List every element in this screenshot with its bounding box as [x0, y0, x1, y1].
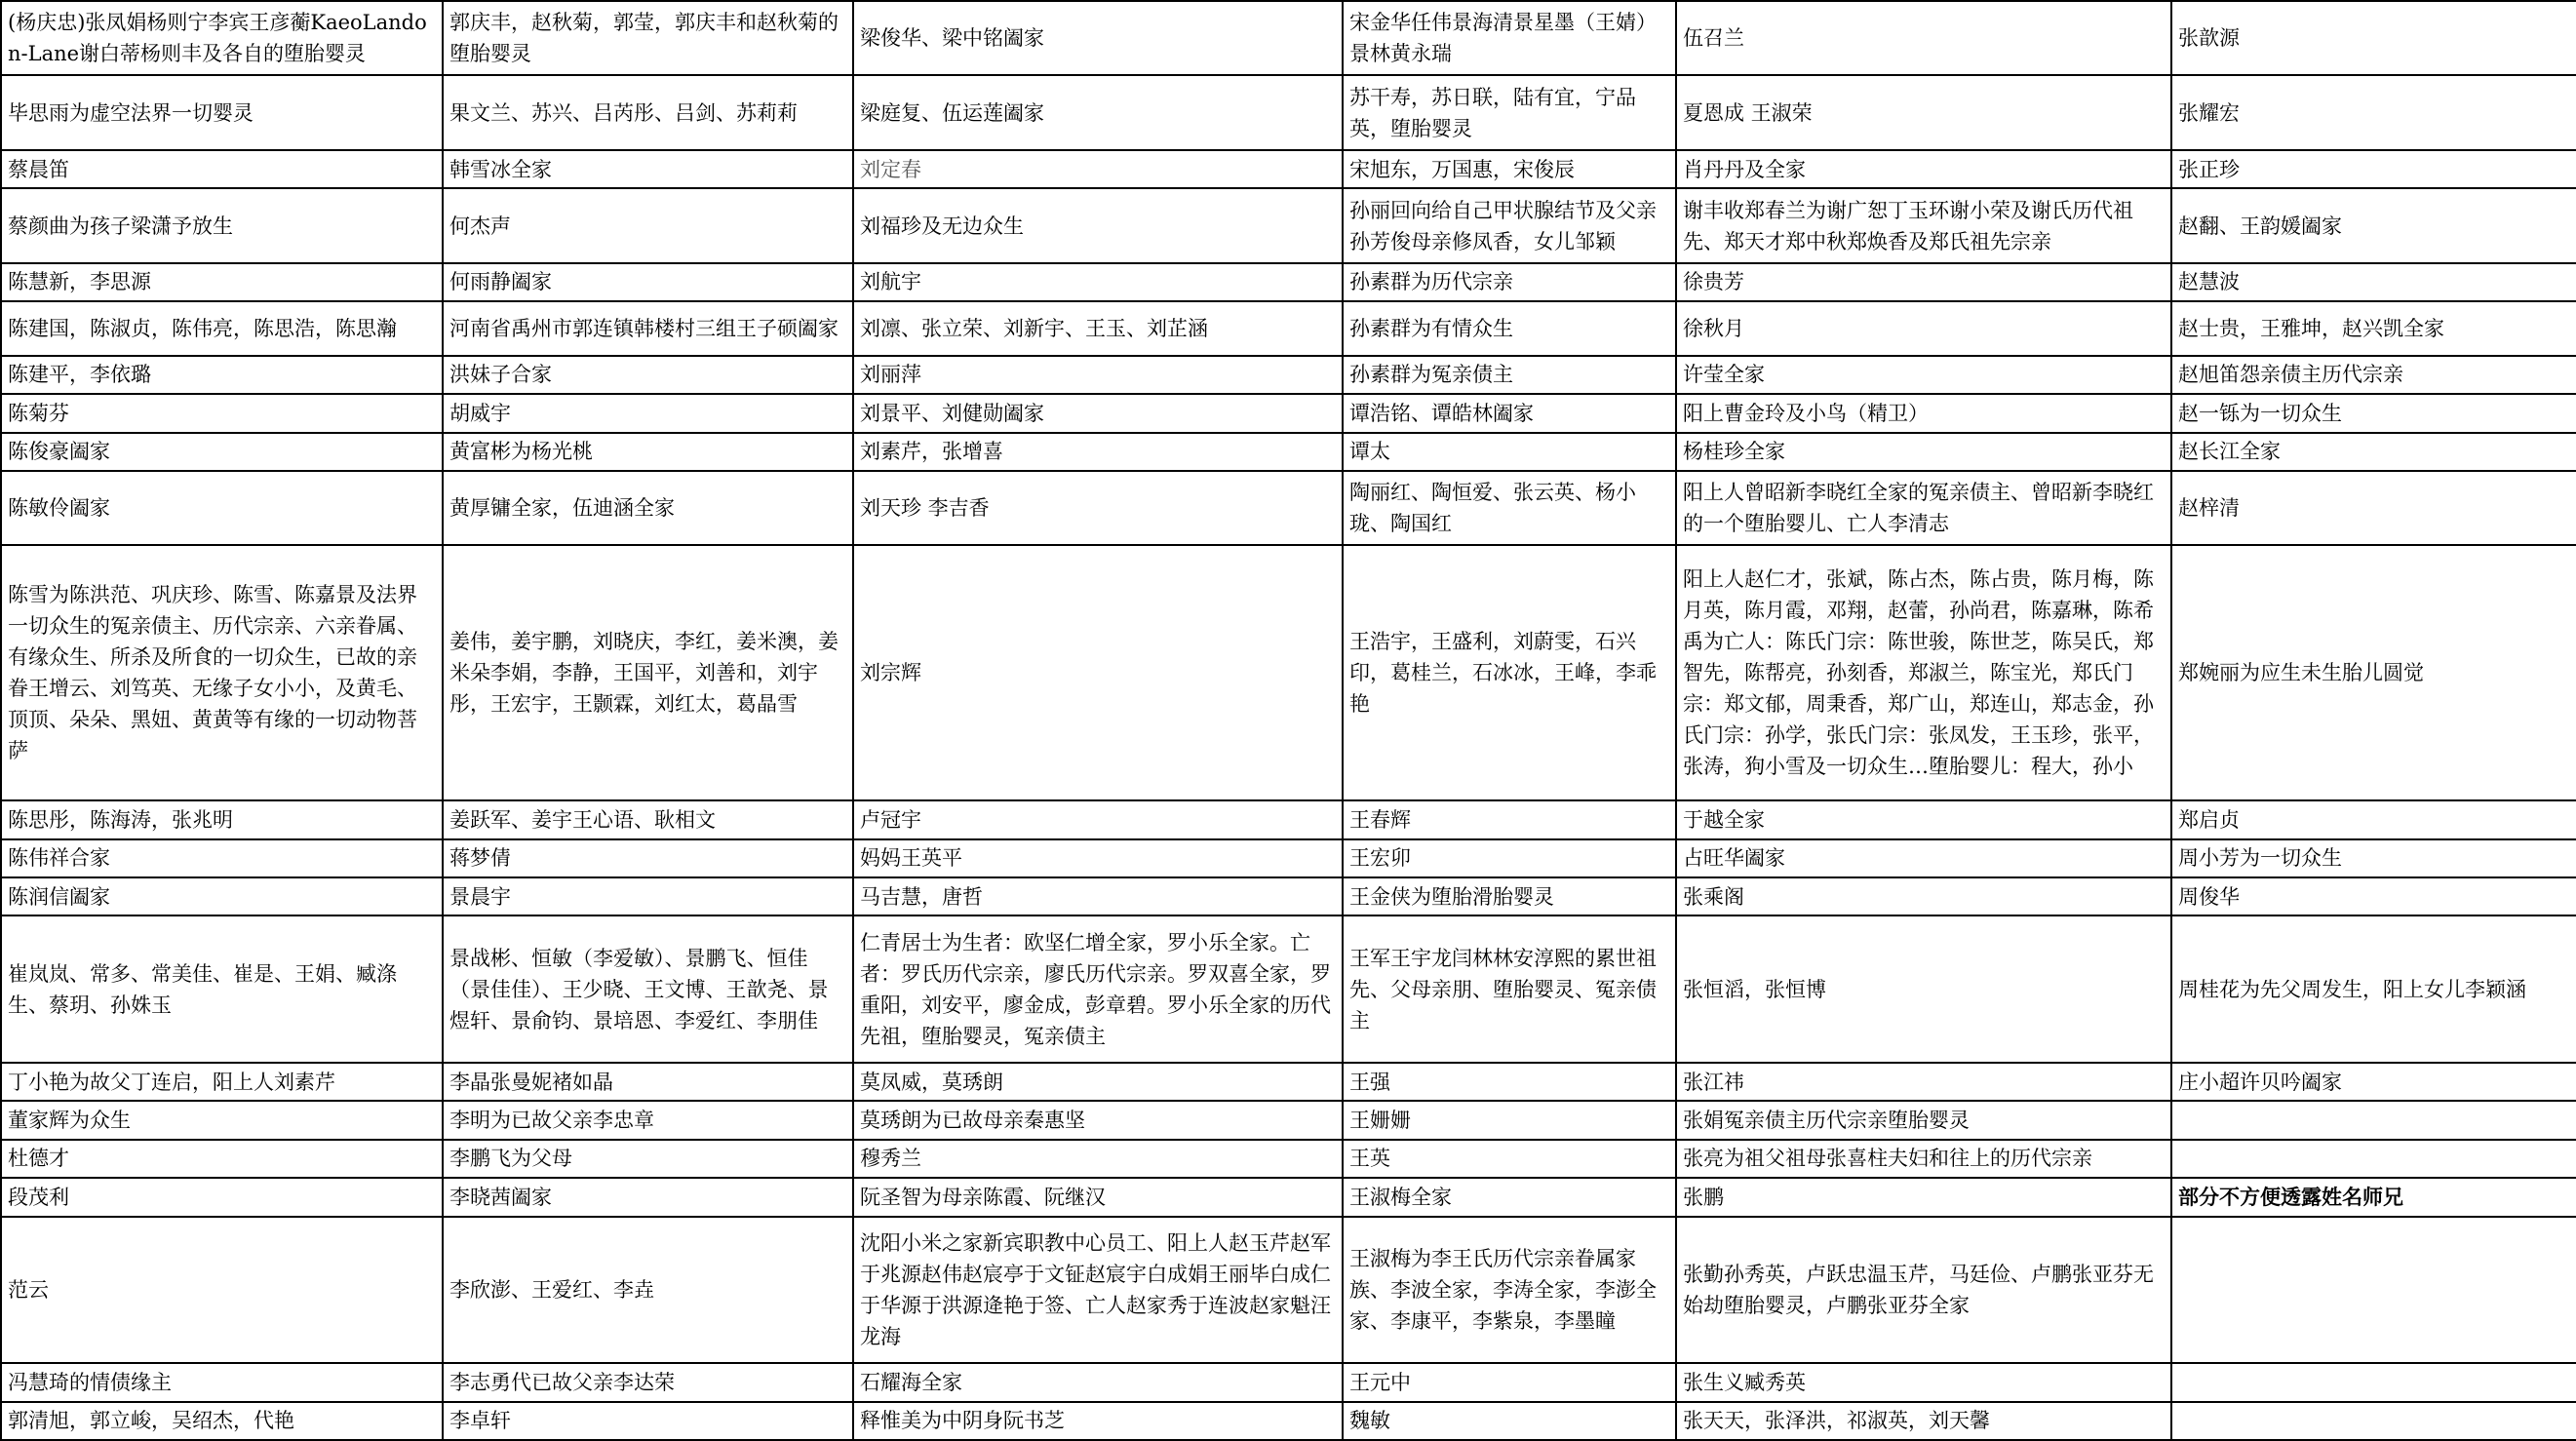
table-cell: (杨庆忠)张凤娟杨则宁李宾王彦蘅KaeoLandon-Lane谢白蒂杨则丰及各自的堕胎婴灵 — [1, 1, 443, 75]
table-cell: 陈润信阖家 — [1, 877, 443, 915]
table-cell: 刘福珍及无边众生 — [853, 188, 1343, 262]
table-cell: 黄厚镛全家，伍迪涵全家 — [443, 471, 853, 545]
table-row — [1, 877, 2576, 915]
table-cell: 莫凤威，莫琇朗 — [853, 1063, 1343, 1101]
table-cell: 董家辉为众生 — [1, 1101, 443, 1139]
table-cell: 郭清旭，郭立峻，吴绍杰，代艳 — [1, 1402, 443, 1440]
table-cell: 韩雪冰全家 — [443, 150, 853, 188]
table-cell: 沈阳小米之家新宾职教中心员工、阳上人赵玉芹赵军于兆源赵伟赵宸亭于文钲赵宸宇白成娟王丽毕白成仁于华源于洪源逄艳于签、亡人赵家秀于连波赵家魁汪龙海 — [853, 1217, 1343, 1364]
table-row — [1, 1402, 2576, 1440]
table-cell: 赵长江全家 — [2171, 433, 2576, 471]
table-row — [1, 1217, 2576, 1364]
table-cell: 梁庭复、伍运莲阖家 — [853, 75, 1343, 149]
table-cell: 谭太 — [1343, 433, 1676, 471]
table-cell: 李志勇代已故父亲李达荣 — [443, 1363, 853, 1401]
table-cell: 陶丽红、陶恒爱、张云英、杨小珑、陶国红 — [1343, 471, 1676, 545]
table-cell: 张恒滔，张恒博 — [1676, 915, 2171, 1063]
table-cell: 陈思彤，陈海涛，张兆明 — [1, 800, 443, 838]
table-cell: 张耀宏 — [2171, 75, 2576, 149]
table-cell: 郑启贞 — [2171, 800, 2576, 838]
table-row — [1, 839, 2576, 877]
table-row — [1, 800, 2576, 838]
table-cell: 莫琇朗为已故母亲秦惠坚 — [853, 1101, 1343, 1139]
table-cell: 徐秋月 — [1676, 301, 2171, 356]
table-row — [1, 150, 2576, 188]
table-cell: 王浩宇，王盛利，刘蔚雯，石兴印，葛桂兰，石冰冰，王峰，李乖艳 — [1343, 545, 1676, 800]
table-cell: 张江祎 — [1676, 1063, 2171, 1101]
table-cell: 张亮为祖父祖母张喜柱夫妇和往上的历代宗亲 — [1676, 1140, 2171, 1178]
table-row — [1, 545, 2576, 800]
table-cell: 段茂利 — [1, 1178, 443, 1216]
table-cell: 赵慧波 — [2171, 263, 2576, 301]
table-cell — [2171, 1101, 2576, 1139]
table-cell: 刘天珍 李吉香 — [853, 471, 1343, 545]
table-cell: 卢冠宇 — [853, 800, 1343, 838]
table-cell: 刘定春 — [853, 150, 1343, 188]
table-cell: 姜跃军、姜宇王心语、耿相文 — [443, 800, 853, 838]
table-cell: 张生义臧秀英 — [1676, 1363, 2171, 1401]
table-cell — [2171, 1402, 2576, 1440]
table-cell: 王元中 — [1343, 1363, 1676, 1401]
table-cell: 王春辉 — [1343, 800, 1676, 838]
table-row — [1, 188, 2576, 262]
table-cell — [2171, 1217, 2576, 1364]
table-cell: 占旺华阖家 — [1676, 839, 2171, 877]
table-row — [1, 75, 2576, 149]
table-cell: 姜伟，姜宇鹏，刘晓庆，李红，姜米澳，姜米朵李娟，李静，王国平，刘善和，刘宇彤，王宏宇，王颢霖，刘红太，葛晶雪 — [443, 545, 853, 800]
table-cell: 丁小艳为故父丁连启，阳上人刘素芹 — [1, 1063, 443, 1101]
table-cell: 刘宗辉 — [853, 545, 1343, 800]
table-cell: 杜德才 — [1, 1140, 443, 1178]
table-cell: 梁俊华、梁中铭阖家 — [853, 1, 1343, 75]
table-cell: 王淑梅为李王氏历代宗亲眷属家族、李波全家，李涛全家，李澎全家、李康平，李紫泉，李墨瞳 — [1343, 1217, 1676, 1364]
table-cell: 宋金华任伟景海清景星墨（王婧）景林黄永瑞 — [1343, 1, 1676, 75]
table-cell: 张娟冤亲债主历代宗亲堕胎婴灵 — [1676, 1101, 2171, 1139]
table-cell: 伍召兰 — [1676, 1, 2171, 75]
table-cell: 夏恩成 王淑荣 — [1676, 75, 2171, 149]
table-cell: 冯慧琦的情债缘主 — [1, 1363, 443, 1401]
table-cell: 赵一铄为一切众生 — [2171, 394, 2576, 432]
table-cell: 周小芳为一切众生 — [2171, 839, 2576, 877]
table-cell: 马吉慧，唐哲 — [853, 877, 1343, 915]
table-cell: 崔岚岚、常多、常美佳、崔是、王娟、臧涤生、蔡玥、孙姝玉 — [1, 915, 443, 1063]
table-cell: 魏敏 — [1343, 1402, 1676, 1440]
table-cell: 赵士贵，王雅坤，赵兴凯全家 — [2171, 301, 2576, 356]
table-cell: 苏干寿，苏日联，陆有宜，宁品英，堕胎婴灵 — [1343, 75, 1676, 149]
table-cell: 王宏卯 — [1343, 839, 1676, 877]
table-cell: 范云 — [1, 1217, 443, 1364]
table-cell: 孙素群为有情众生 — [1343, 301, 1676, 356]
table-row — [1, 1, 2576, 75]
table-cell: 王金侠为堕胎滑胎婴灵 — [1343, 877, 1676, 915]
table-cell: 穆秀兰 — [853, 1140, 1343, 1178]
table-cell: 果文兰、苏兴、吕芮彤、吕剑、苏莉莉 — [443, 75, 853, 149]
table-cell: 王姗姗 — [1343, 1101, 1676, 1139]
table-cell: 刘丽萍 — [853, 356, 1343, 394]
table-cell: 妈妈王英平 — [853, 839, 1343, 877]
table-cell: 于越全家 — [1676, 800, 2171, 838]
table-cell: 赵梓清 — [2171, 471, 2576, 545]
table-cell: 张正珍 — [2171, 150, 2576, 188]
table-cell: 蔡颜曲为孩子梁潇予放生 — [1, 188, 443, 262]
table-cell: 陈慧新，李思源 — [1, 263, 443, 301]
table-cell: 洪妹子合家 — [443, 356, 853, 394]
table-row — [1, 1101, 2576, 1139]
table-cell: 王军王宇龙闫林林安淳熙的累世祖先、父母亲朋、堕胎婴灵、冤亲债主 — [1343, 915, 1676, 1063]
table-cell: 刘凛、张立荣、刘新宇、王玉、刘芷涵 — [853, 301, 1343, 356]
table-cell: 赵旭笛怨亲债主历代宗亲 — [2171, 356, 2576, 394]
table-row — [1, 471, 2576, 545]
table-cell: 陈伟祥合家 — [1, 839, 443, 877]
table-cell: 李晓茜阖家 — [443, 1178, 853, 1216]
table-cell: 毕思雨为虚空法界一切婴灵 — [1, 75, 443, 149]
table-cell: 周桂花为先父周发生，阳上女儿李颖涵 — [2171, 915, 2576, 1063]
table-cell — [2171, 1363, 2576, 1401]
table-cell: 陈建平，李依璐 — [1, 356, 443, 394]
table-cell: 孙素群为冤亲债主 — [1343, 356, 1676, 394]
table-cell: 王强 — [1343, 1063, 1676, 1101]
table-cell: 杨桂珍全家 — [1676, 433, 2171, 471]
table-row — [1, 1363, 2576, 1401]
table-cell: 许莹全家 — [1676, 356, 2171, 394]
table-row — [1, 263, 2576, 301]
table-cell: 何杰声 — [443, 188, 853, 262]
table-cell: 仁青居士为生者：欧坚仁增全家，罗小乐全家。亡者：罗氏历代宗亲，廖氏历代宗亲。罗双喜全家，罗重阳，刘安平，廖金成，彭章碧。罗小乐全家的历代先祖，堕胎婴灵，冤亲债主 — [853, 915, 1343, 1063]
table-row — [1, 356, 2576, 394]
table-cell: 李鹏飞为父母 — [443, 1140, 853, 1178]
table-cell: 赵翻、王韵媛阖家 — [2171, 188, 2576, 262]
table-cell: 蔡晨笛 — [1, 150, 443, 188]
table-cell: 张勤孙秀英，卢跃忠温玉芹，马廷俭、卢鹏张亚芬无始劫堕胎婴灵，卢鹏张亚芬全家 — [1676, 1217, 2171, 1364]
table-cell: 王淑梅全家 — [1343, 1178, 1676, 1216]
table-cell: 阳上曹金玲及小鸟（精卫） — [1676, 394, 2171, 432]
table-cell: 张鹏 — [1676, 1178, 2171, 1216]
table-cell: 李明为已故父亲李忠章 — [443, 1101, 853, 1139]
table-cell: 孙素群为历代宗亲 — [1343, 263, 1676, 301]
table-row — [1, 433, 2576, 471]
table-cell: 景战彬、恒敏（李爱敏）、景鹏飞、恒佳（景佳佳）、王少晓、王文博、王歆尧、景煜轩、景俞钧、景培恩、李爱红、李朋佳 — [443, 915, 853, 1063]
table-cell: 石耀海全家 — [853, 1363, 1343, 1401]
table-cell: 谭浩铭、谭皓林阖家 — [1343, 394, 1676, 432]
table-cell: 陈俊豪阖家 — [1, 433, 443, 471]
table-cell: 张天天，张泽洪，祁淑英，刘天馨 — [1676, 1402, 2171, 1440]
table-cell: 李欣澎、王爱红、李垚 — [443, 1217, 853, 1364]
table-cell: 陈敏伶阖家 — [1, 471, 443, 545]
table-cell: 郭庆丰，赵秋菊，郭莹，郭庆丰和赵秋菊的堕胎婴灵 — [443, 1, 853, 75]
table-cell: 景晨宇 — [443, 877, 853, 915]
table-cell: 陈菊芬 — [1, 394, 443, 432]
table-cell: 刘航宇 — [853, 263, 1343, 301]
table-cell: 胡威宇 — [443, 394, 853, 432]
table-cell: 张歆源 — [2171, 1, 2576, 75]
table-cell: 阮圣智为母亲陈霞、阮继汉 — [853, 1178, 1343, 1216]
table-row — [1, 394, 2576, 432]
table-cell: 部分不方便透露姓名师兄 — [2171, 1178, 2576, 1216]
table-cell: 何雨静阖家 — [443, 263, 853, 301]
table-cell: 阳上人曾昭新李晓红全家的冤亲债主、曾昭新李晓红的一个堕胎婴儿、亡人李清志 — [1676, 471, 2171, 545]
table-row — [1, 1140, 2576, 1178]
table-cell: 谢丰收郑春兰为谢广恕丁玉环谢小荣及谢氏历代祖先、郑天才郑中秋郑焕香及郑氏祖先宗亲 — [1676, 188, 2171, 262]
table-cell: 蒋梦倩 — [443, 839, 853, 877]
table-row — [1, 301, 2576, 356]
table-row — [1, 1178, 2576, 1216]
table-cell: 刘素芹，张增喜 — [853, 433, 1343, 471]
table-cell: 周俊华 — [2171, 877, 2576, 915]
table-cell: 陈建国，陈淑贞，陈伟亮，陈思浩，陈思瀚 — [1, 301, 443, 356]
table-cell: 李晶张曼妮褚如晶 — [443, 1063, 853, 1101]
table-cell: 河南省禹州市郭连镇韩楼村三组王子硕阖家 — [443, 301, 853, 356]
table-cell — [2171, 1140, 2576, 1178]
table-cell: 李卓轩 — [443, 1402, 853, 1440]
table-cell: 王英 — [1343, 1140, 1676, 1178]
table-cell: 孙丽回向给自己甲状腺结节及父亲孙芳俊母亲修凤香，女儿邹颖 — [1343, 188, 1676, 262]
table-cell: 陈雪为陈洪范、巩庆珍、陈雪、陈嘉景及法界一切众生的冤亲债主、历代宗亲、六亲眷属、有缘众生、所杀及所食的一切众生，已故的亲眷王增云、刘笃英、无缘子女小小，及黄毛、顶顶、朵朵、黑妞、黄黄等有缘的一切动物菩萨 — [1, 545, 443, 800]
table-cell: 刘景平、刘健勋阖家 — [853, 394, 1343, 432]
table-row — [1, 915, 2576, 1063]
table-cell: 徐贵芳 — [1676, 263, 2171, 301]
table-row — [1, 1063, 2576, 1101]
table-cell: 郑婉丽为应生未生胎儿圆觉 — [2171, 545, 2576, 800]
table-cell: 肖丹丹及全家 — [1676, 150, 2171, 188]
table-cell: 宋旭东，万国惠，宋俊辰 — [1343, 150, 1676, 188]
table-cell: 张乘阁 — [1676, 877, 2171, 915]
table-cell: 庄小超许贝吟阖家 — [2171, 1063, 2576, 1101]
table-cell: 黄富彬为杨光桃 — [443, 433, 853, 471]
table-cell: 阳上人赵仁才，张斌，陈占杰，陈占贵，陈月梅，陈月英，陈月霞，邓翔，赵蕾，孙尚君，陈嘉琳，陈希禹为亡人：陈氏门宗：陈世骏，陈世芝，陈吴氏，郑智先，陈帮亮，孙刻香，郑淑兰，陈宝光，郑氏门宗：郑文郁，周秉香，郑广山，郑连山，郑志金，孙氏门宗：孙学，张氏门宗：张凤发，王玉珍，张平，张涛，狗小雪及一切众生…堕胎婴儿：程大，孙小 — [1676, 545, 2171, 800]
table-cell: 释惟美为中阴身阮书芝 — [853, 1402, 1343, 1440]
